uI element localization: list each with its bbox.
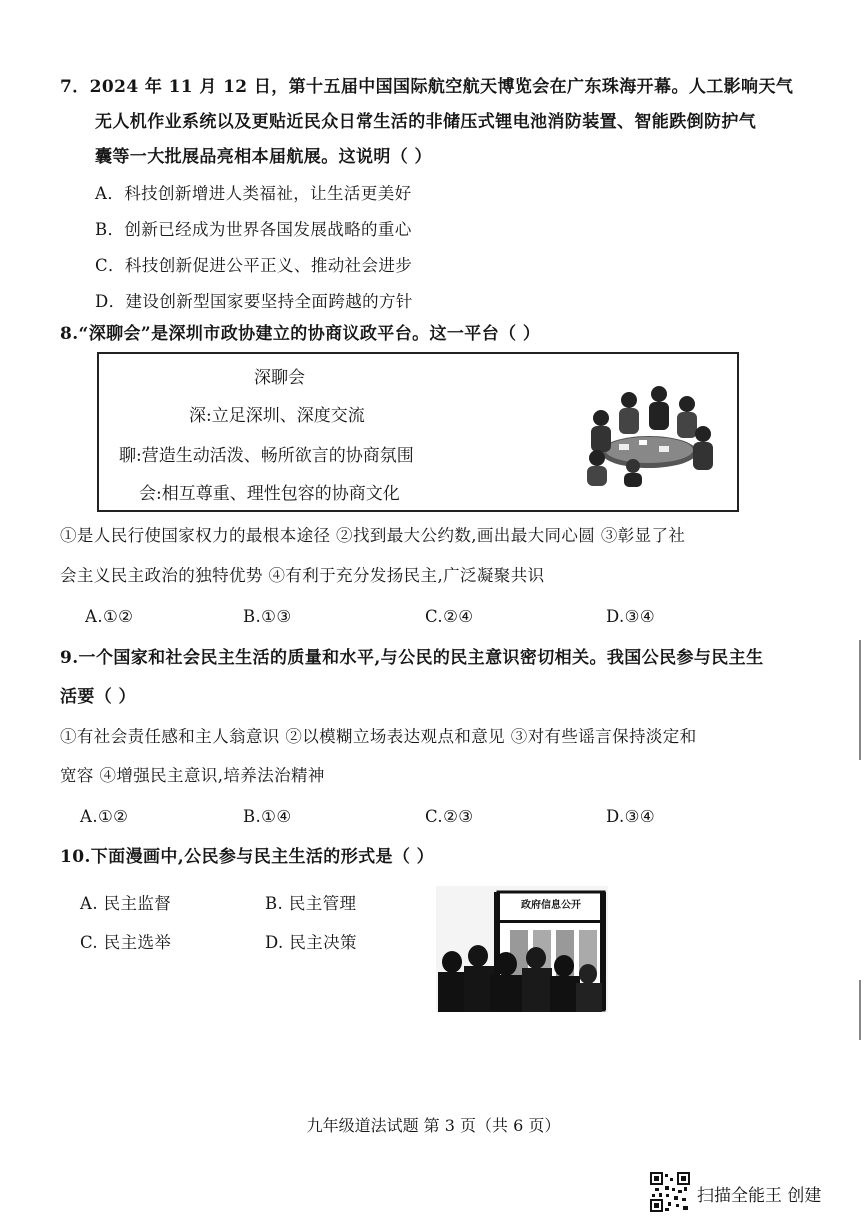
q8-stem: 8.“深聊会”是深圳市政协建立的协商议政平台。这一平台（ ） <box>60 324 541 344</box>
scanner-watermark-text: 扫描全能王 创建 <box>697 1186 822 1206</box>
q9-choice-a: A.①② <box>80 807 129 826</box>
q9-statements-line-1: ①有社会责任感和主人翁意识 ②以模糊立场表达观点和意见 ③对有些谣言保持淡定和 <box>60 727 697 746</box>
q9-choice-b: B.①④ <box>243 807 292 826</box>
q10-cartoon <box>436 886 608 1012</box>
q9-stem-line-1: 9.一个国家和社会民主生活的质量和水平,与公民的民主意识密切相关。我国公民参与民主生 <box>60 648 764 668</box>
q7-option-d: D．建设创新型国家要坚持全面跨越的方针 <box>95 292 413 311</box>
cartoon-sign-text: 政府信息公开 <box>521 900 581 911</box>
q8-choice-b: B.①③ <box>243 607 292 626</box>
q7-stem-line-1: 7．2024 年 11 月 12 日，第十五届中国国际航空航天博览会在广东珠海开幕。人工影响天气 <box>60 77 794 97</box>
q8-choice-c: C.②④ <box>425 607 474 626</box>
q9-statements-line-2: 宽容 ④增强民主意识,培养法治精神 <box>60 766 325 785</box>
q10-option-c: C. 民主选举 <box>80 933 172 952</box>
q10-option-d: D. 民主决策 <box>265 933 357 952</box>
q8-box-line-3: 会:相互尊重、理性包容的协商文化 <box>139 484 400 504</box>
page-footer: 九年级道法试题 第 3 页（共 6 页） <box>306 1116 561 1135</box>
q8-statements-line-2: 会主义民主政治的独特优势 ④有利于充分发扬民主,广泛凝聚共识 <box>60 566 545 585</box>
qr-code-icon <box>650 1172 690 1212</box>
meeting-illustration <box>579 380 719 488</box>
q9-choice-d: D.③④ <box>606 807 656 826</box>
q9-stem-line-2: 活要（ ） <box>60 687 136 707</box>
q8-choice-a: A.①② <box>85 607 134 626</box>
q7-stem-line-3: 囊等一大批展品亮相本届航展。这说明（ ） <box>95 147 432 167</box>
scan-edge-line <box>859 980 861 1040</box>
q8-choice-d: D.③④ <box>606 607 656 626</box>
q10-option-a: A. 民主监督 <box>80 894 172 913</box>
q8-box-line-1: 深:立足深圳、深度交流 <box>189 406 365 426</box>
scan-edge-line <box>859 640 861 760</box>
q7-option-c: C．科技创新促进公平正义、推动社会进步 <box>95 256 413 275</box>
q9-choice-c: C.②③ <box>425 807 474 826</box>
q7-stem-line-2: 无人机作业系统以及更贴近民众日常生活的非储压式锂电池消防装置、智能跌倒防护气 <box>95 112 757 132</box>
q7-option-b: B．创新已经成为世界各国发展战略的重心 <box>95 220 412 239</box>
q7-option-a: A．科技创新增进人类福祉，让生活更美好 <box>95 184 412 203</box>
q8-box-title: 深聊会 <box>254 368 305 388</box>
q10-option-b: B. 民主管理 <box>265 894 357 913</box>
q8-statements-line-1: ①是人民行使国家权力的最根本途径 ②找到最大公约数,画出最大同心圆 ③彰显了社 <box>60 526 686 545</box>
q8-material-box <box>97 352 739 512</box>
q10-stem: 10.下面漫画中,公民参与民主生活的形式是（ ） <box>60 847 435 867</box>
q8-box-line-2: 聊:营造生动活泼、畅所欲言的协商氛围 <box>119 446 414 466</box>
